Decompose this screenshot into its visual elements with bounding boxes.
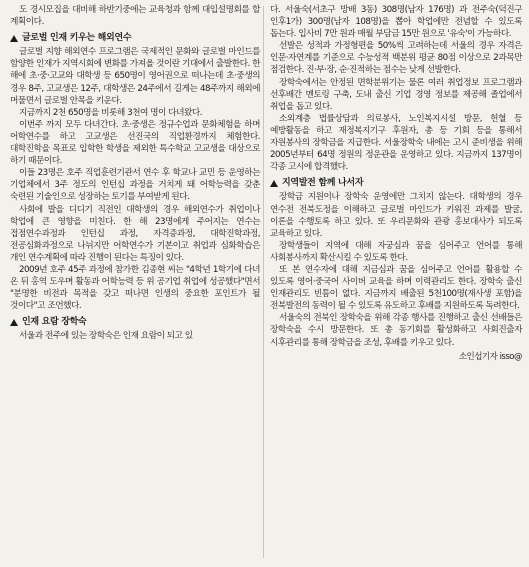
column-divider bbox=[263, 6, 264, 558]
paragraph: 서울과 전주에 있는 장학숙은 인재 요람이 되고 있 bbox=[19, 331, 193, 342]
triangle-bullet-icon bbox=[10, 35, 18, 42]
intro-paragraph: 도 경시모집을 대비해 하반기중에는 교육청과 함께 대입설명회를 할 계획이다. bbox=[10, 5, 260, 28]
triangle-bullet-icon bbox=[10, 319, 18, 326]
triangle-bullet-icon bbox=[270, 180, 278, 187]
paragraph: 지금까지 2천 650명을 비롯해 3천여 명이 다녀왔다. bbox=[19, 107, 203, 118]
paragraph: 선발은 성적과 가정형편을 50%씩 고려하는데 서울의 경우 자격은 인문·자연계를 기준으로 수능성적 백분위 평균 80점 이상으로 2과목만 점검한다. 진·부·장, 순·진적하는 점수는 낮게 선발한다. bbox=[270, 41, 522, 76]
paragraph: 글로벌 지향 해외연수 프로그램은 국제적인 문화와 글로벌 마인드를 함양한 인재가 지역시회에 변화를 가져올 것이란 기대에서 출발한다. 한 해에 초·중·고교와 대학생 등 650명이 영어권으로 떠나는데 초·중생의 경우 8주, 고교생은 12주, 대학생은 24주에서 길게는 48주까지 해외에 머물면서 글로벌 안목을 키운다. bbox=[10, 47, 260, 106]
paragraph: 서울숙의 전북인 장학숙을 위해 각종 행사를 진행하고 출신 선배들은 장학숙을 수시 방문한다. 또 총 동기회를 활성화하고 사회진출자 시후관리를 통해 장학금을 조성, 후배를 키우고 있다. bbox=[270, 313, 522, 348]
section-heading-global-talent bbox=[10, 32, 260, 44]
paragraph: 소외계층 법률상담과 의료봉사, 노인복지시설 방문, 헌혈 등 예방활동을 하고 재정복지기구 후원자, 총 등 기회 등을 통해서 자원봉사의 장학금을 지급한다. 서울장학숙 내에는 고시 준비생을 위해 2005년부터 64명 정원의 정운관을 운영하고 있다. 지금까지 137명이 각종 고시에 합격했다. bbox=[270, 113, 522, 173]
paragraph: 장학금 지원이나 장학숙 운영에만 그치지 않는다. 대학생의 경우 연수전 전북도정을 이해하고 글로벌 마인드가 키워진 과제를 발굴, 이론을 수행토록 하고 있다. 또 우리문화와 관광 홍보대사가 되도록 교육하고 있다. bbox=[270, 192, 522, 239]
section-heading-scholarship-dorm bbox=[10, 316, 260, 328]
paragraph: 2009년 호주 45주 과정에 참가한 김종현 씨는 "4학년 1학기에 다녀 온 뒤 홍역 도우며 활동과 어학능력 등 위 공기업 취업에 성공했다"면서 "분명한 비전과 목적을 갖고 떠나면 인생의 중요한 포인트가 될 것이다"고 조언했다. bbox=[10, 264, 260, 312]
left-column bbox=[10, 4, 260, 343]
paragraph: 이들 23명은 호주 직업훈련기관서 연수 후 학교나 교민 등 운영하는 기업체에서 3주 정도의 인턴십 과정을 거치게 돼 어학능력을 갖춘 숙련된 기술인으로 성장하는 토기를 부여받게 된다. bbox=[10, 168, 260, 203]
section-heading-text: 지역발전 함께 나서자 bbox=[282, 178, 364, 189]
paragraph: 장학생들이 지역에 대해 자궁심과 꿈을 심어주고 언어를 통해 사회봉사까지 확산시킬 수 있도록 한다. bbox=[270, 240, 522, 263]
paragraph: 이번주 까지 모두 다녀간다. 초·중생은 정규수업과 문화체험을 하며 어학연수를 하고 고교생은 선진국의 직업환경까지 체험한다. 대학진학을 목표로 입학한 학생을 제외한 특수학교 고교생을 대상으로 하기 때문이다. bbox=[10, 119, 260, 167]
paragraph: 또 본 연수자에 대해 지금심과 꿈을 심어주고 언어를 활용할 수 있도록 영어·중국어 사이버 교육을 하며 이력관리도 한다. 장학숙 출신 인재관리도 빈틈이 없다. 지금까지 배출된 5천100명(재사생 포함)을 전북발전의 동력이 될 수 있도록 유도하고 후배를 지원하도록 독려한다. bbox=[270, 264, 522, 312]
section-heading-text: 글로벌 인재 키우는 해외연수 bbox=[22, 33, 132, 44]
byline: 소인섭기자 isso@ bbox=[458, 351, 522, 362]
paragraph: 장학숙에서는 안정된 면학분위기는 물론 여러 취업정보 프로그램과 선후배간 멘토링 구축, 도내 출신 기업 경영 정보를 제공해 졸업에서 취업을 돕고 있다. bbox=[270, 77, 522, 112]
section-heading-text: 인재 요람 장학숙 bbox=[22, 317, 87, 328]
paragraph: 다. 서울숙(서초구 방배 3동) 308명(남자 176명) 과 전주숙(덕진구 인후1가) 300명(남자 108명)을 뽑아 학업에만 전념할 수 있도록 돕는다. 입사비 7만 원과 매월 부담금 15만 원으로 '유숙'이 가능하다. bbox=[270, 5, 522, 40]
paragraph: 사회에 발을 디디기 직전인 대학생의 경우 해외연수가 취업이나 학업에 큰 영향을 미친다. 한 해 23명에게 주어지는 연수는 접점연수과정과 인턴십 과정, 자격증과정, 대학진학과정, 전공심화과정으로 나뉘지만 어학연수가 기본이고 취업과 심화학습은 개인 연수계획에 따라 진행이 된다는 특징이 있다. bbox=[10, 204, 260, 263]
section-heading-regional-development bbox=[270, 177, 522, 189]
right-column bbox=[270, 4, 522, 363]
